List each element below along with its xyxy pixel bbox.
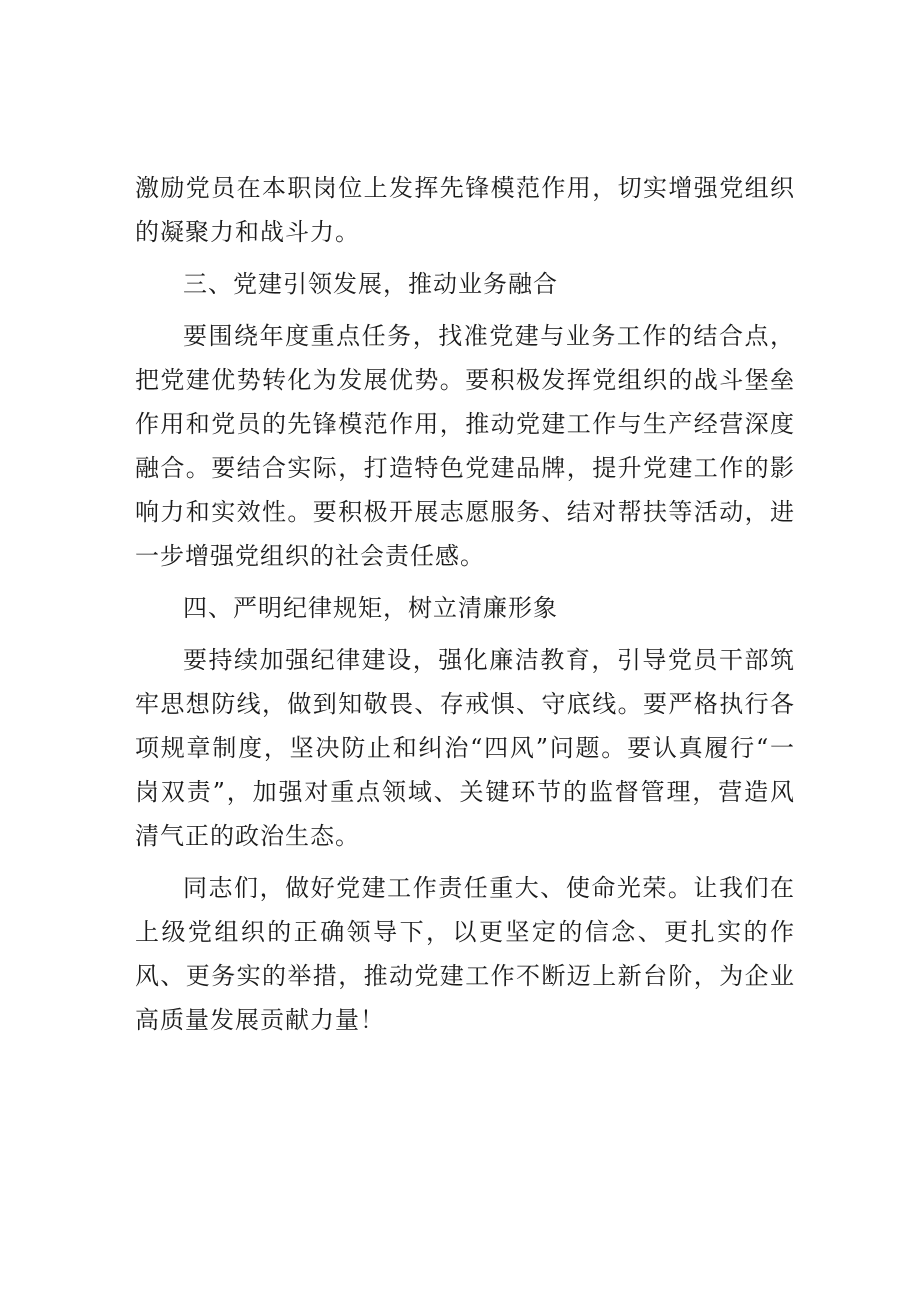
paragraph-section-4: 要持续加强纪律建设，强化廉洁教育，引导党员干部筑牢思想防线，做到知敬畏、存戒惧、守底线。要严格执行各项规章制度，坚决防止和纠治“四风”问题。要认真履行“一岗双责”，加强对重点领域、关键环节的监督管理，营造风清气正的政治生态。 — [135, 646, 795, 850]
paragraph-closing: 同志们，做好党建工作责任重大、使命光荣。让我们在上级党组织的正确领导下，以更坚定的信念、更扎实的作风、更务实的举措，推动党建工作不断迈上新台阶，为企业高质量发展贡献力量！ — [135, 874, 795, 1034]
paragraph-section-3: 要围绕年度重点任务，找准党建与业务工作的结合点，把党建优势转化为发展优势。要积极发挥党组织的战斗堡垒作用和党员的先锋模范作用，推动党建工作与生产经营深度融合。要结合实际，打造特色党建品牌，提升党建工作的影响力和实效性。要积极开展志愿服务、结对帮扶等活动，进一步增强党组织的社会责任感。 — [135, 322, 795, 570]
document-body — [135, 166, 795, 1050]
section-heading-4: 四、严明纪律规矩，树立清廉形象 — [183, 594, 558, 622]
paragraph-continued: 激励党员在本职岗位上发挥先锋模范作用，切实增强党组织的凝聚力和战斗力。 — [135, 174, 795, 246]
section-heading-3: 三、党建引领发展，推动业务融合 — [183, 270, 558, 298]
